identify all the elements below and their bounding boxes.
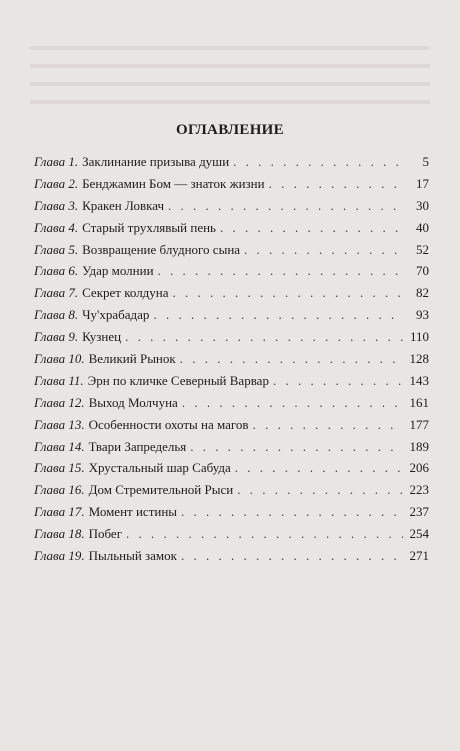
chapter-title: Возвращение блудного сына xyxy=(82,241,241,257)
dot-leader xyxy=(126,526,403,542)
chapter-label: Глава 17. xyxy=(34,504,85,520)
page-title: ОГЛАВЛЕНИЕ xyxy=(176,122,284,138)
page-number: 30 xyxy=(416,197,429,213)
dot-leader xyxy=(235,460,403,476)
toc-entry[interactable] xyxy=(34,198,429,220)
toc-entry[interactable] xyxy=(34,482,429,504)
toc-entry[interactable] xyxy=(34,373,429,395)
dot-leader xyxy=(173,285,403,301)
toc-entry[interactable] xyxy=(34,263,429,285)
chapter-title: Старый трухлявый пень xyxy=(82,219,216,235)
chapter-title: Секрет колдуна xyxy=(82,285,169,301)
page-number: 110 xyxy=(409,329,429,345)
toc-entry[interactable] xyxy=(34,395,429,417)
dot-leader xyxy=(153,307,403,323)
page-number: 93 xyxy=(416,307,429,323)
dot-leader xyxy=(237,482,403,498)
page-number: 40 xyxy=(416,219,429,235)
toc-entry[interactable] xyxy=(34,242,429,264)
chapter-title: Удар молнии xyxy=(82,263,154,279)
chapter-title: Бенджамин Бом — знаток жизни xyxy=(82,175,265,191)
chapter-title: Побег xyxy=(88,526,123,542)
chapter-label: Глава 5. xyxy=(34,241,79,257)
dot-leader xyxy=(168,198,403,214)
chapter-label: Глава 18. xyxy=(34,526,85,542)
chapter-label: Глава 16. xyxy=(34,482,85,498)
dot-leader xyxy=(273,373,403,389)
chapter-label: Глава 11. xyxy=(34,372,84,388)
toc-entry[interactable] xyxy=(34,285,429,307)
page-number: 237 xyxy=(409,504,429,520)
dot-leader xyxy=(190,439,403,455)
chapter-label: Глава 8. xyxy=(34,307,79,323)
page-number: 143 xyxy=(409,372,429,388)
toc-entry[interactable] xyxy=(34,307,429,329)
toc-entry[interactable] xyxy=(34,176,429,198)
page-number: 271 xyxy=(409,548,429,564)
chapter-title: Кузнец xyxy=(82,329,122,345)
chapter-title: Великий Рынок xyxy=(88,351,176,367)
dot-leader xyxy=(253,417,403,433)
chapter-label: Глава 6. xyxy=(34,263,79,279)
chapter-label: Глава 2. xyxy=(34,175,79,191)
chapter-label: Глава 7. xyxy=(34,285,79,301)
dot-leader xyxy=(244,242,403,258)
chapter-title: Особенности охоты на магов xyxy=(88,416,249,432)
dot-leader xyxy=(125,329,403,345)
page-number: 161 xyxy=(409,394,429,410)
chapter-title: Выход Молчуна xyxy=(88,394,178,410)
toc-entry[interactable] xyxy=(34,417,429,439)
chapter-label: Глава 13. xyxy=(34,416,85,432)
toc-entry[interactable] xyxy=(34,351,429,373)
chapter-title: Кракен Ловкач xyxy=(82,197,165,213)
dot-leader xyxy=(182,395,403,411)
page-number: 52 xyxy=(416,241,429,257)
page-number: 206 xyxy=(409,460,429,476)
chapter-title: Дом Стремительной Рыси xyxy=(88,482,234,498)
page-number: 254 xyxy=(409,526,429,542)
chapter-label: Глава 15. xyxy=(34,460,85,476)
toc-entry[interactable] xyxy=(34,154,429,176)
table-of-contents xyxy=(34,154,429,570)
show-through-line xyxy=(30,46,430,50)
page-number: 70 xyxy=(416,263,429,279)
page-number: 5 xyxy=(422,154,429,169)
chapter-title: Пыльный замок xyxy=(88,548,177,564)
chapter-title: Момент истины xyxy=(88,504,178,520)
chapter-label: Глава 1. xyxy=(34,154,79,169)
chapter-title: Хрустальный шар Сабуда xyxy=(88,460,231,476)
dot-leader xyxy=(181,504,403,520)
page-number: 223 xyxy=(409,482,429,498)
chapter-title: Твари Запределья xyxy=(88,438,187,454)
chapter-label: Глава 3. xyxy=(34,197,79,213)
show-through-line xyxy=(30,64,430,68)
toc-entry[interactable] xyxy=(34,220,429,242)
chapter-title: Чу'храбадар xyxy=(82,307,150,323)
chapter-label: Глава 9. xyxy=(34,329,79,345)
dot-leader xyxy=(180,351,403,367)
dot-leader xyxy=(158,263,403,279)
dot-leader xyxy=(233,154,403,170)
page-number: 177 xyxy=(409,416,429,432)
chapter-label: Глава 19. xyxy=(34,548,85,564)
dot-leader xyxy=(181,548,403,564)
chapter-label: Глава 4. xyxy=(34,219,79,235)
page-number: 189 xyxy=(409,438,429,454)
chapter-title: Эрн по кличке Северный Варвар xyxy=(87,372,269,388)
page-number: 17 xyxy=(416,175,429,191)
toc-entry[interactable] xyxy=(34,329,429,351)
chapter-label: Глава 10. xyxy=(34,351,85,367)
toc-entry[interactable] xyxy=(34,460,429,482)
show-through-line xyxy=(30,100,430,104)
show-through-line xyxy=(30,82,430,86)
chapter-label: Глава 12. xyxy=(34,394,85,410)
toc-entry[interactable] xyxy=(34,504,429,526)
toc-entry[interactable] xyxy=(34,548,429,570)
toc-entry[interactable] xyxy=(34,526,429,548)
page-number: 82 xyxy=(416,285,429,301)
chapter-label: Глава 14. xyxy=(34,438,85,454)
toc-entry[interactable] xyxy=(34,439,429,461)
chapter-title: Заклинание призыва души xyxy=(82,154,230,169)
dot-leader xyxy=(269,176,403,192)
page-number: 128 xyxy=(409,351,429,367)
dot-leader xyxy=(220,220,403,236)
